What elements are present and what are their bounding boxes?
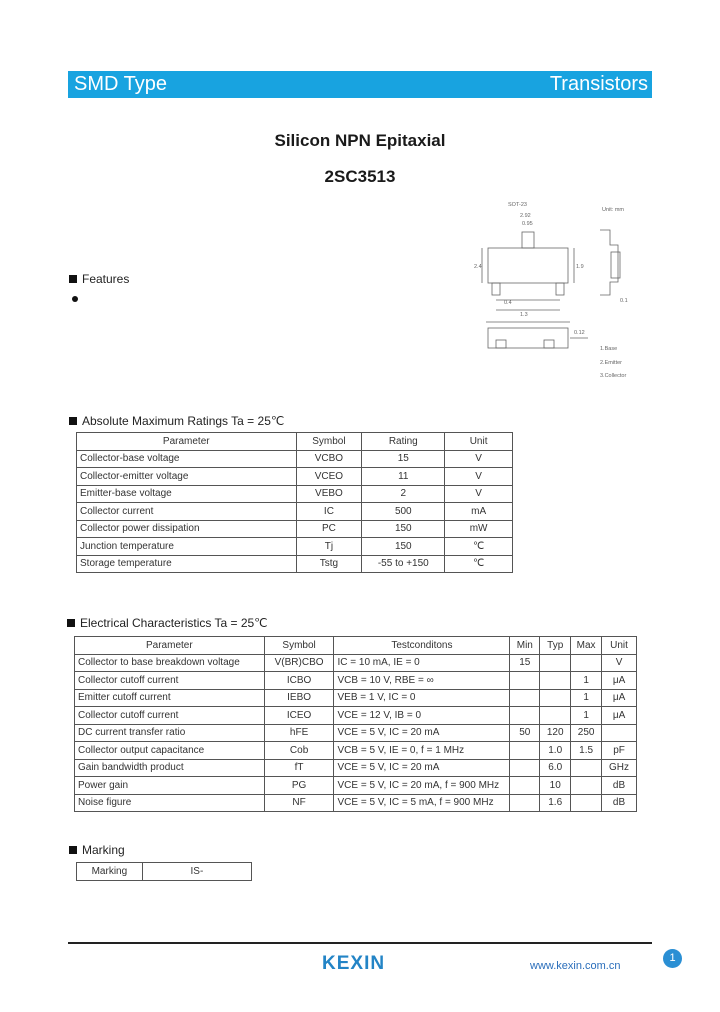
table-row: Collector-emitter voltage VCEO 11 V <box>77 468 513 486</box>
column-header: Max <box>571 637 602 655</box>
square-bullet-icon <box>69 846 77 854</box>
package-unit-label: Unit: mm <box>602 207 624 213</box>
column-header: Symbol <box>296 433 362 451</box>
table-row: Noise figure NF VCE = 5 V, IC = 5 mA, f = 900 MHz 1.6 dB <box>75 794 637 812</box>
pin-label: 2.Emitter <box>600 360 623 366</box>
dim-label: 1.3 <box>520 312 528 318</box>
table-header-row <box>75 637 637 655</box>
electrical-table <box>74 636 637 812</box>
column-header: Symbol <box>264 637 334 655</box>
website-link[interactable]: www.kexin.com.cn <box>530 960 621 972</box>
marking-label: Marking <box>77 863 143 881</box>
table-row: Junction temperature Tj 150 ℃ <box>77 538 513 556</box>
marking-value: IS- <box>142 863 251 881</box>
dim-label: 0.12 <box>574 330 585 336</box>
table-row: Collector-base voltage VCBO 15 V <box>77 450 513 468</box>
table-row: Collector power dissipation PC 150 mW <box>77 520 513 538</box>
column-header: Typ <box>540 637 571 655</box>
table-row: Collector to base breakdown voltage V(BR)CBO IC = 10 mA, IE = 0 15 V <box>75 654 637 672</box>
dim-label: 0.95 <box>522 221 533 227</box>
column-header: Min <box>510 637 540 655</box>
table-row: Power gain PG VCE = 5 V, IC = 20 mA, f = 900 MHz 10 dB <box>75 777 637 795</box>
marking-heading: Marking <box>69 843 125 857</box>
table-row: Emitter cutoff current IEBO VEB = 1 V, IC = 0 1 μA <box>75 689 637 707</box>
table-row: Collector cutoff current ICEO VCE = 12 V, IB = 0 1 μA <box>75 707 637 725</box>
column-header: Parameter <box>75 637 265 655</box>
dim-label: 1.9 <box>576 264 584 270</box>
column-header: Rating <box>362 433 445 451</box>
abs-max-table <box>76 432 513 573</box>
table-header-row <box>77 433 513 451</box>
part-number: 2SC3513 <box>324 167 396 186</box>
column-header: Testconditons <box>334 637 510 655</box>
square-bullet-icon <box>69 417 77 425</box>
dim-label: 2.4 <box>474 264 482 270</box>
marking-table <box>76 862 252 881</box>
kexin-logo: KEXIN <box>322 953 386 974</box>
column-header: Unit <box>602 637 637 655</box>
table-row: DC current transfer ratio hFE VCE = 5 V, IC = 20 mA 50 120 250 <box>75 724 637 742</box>
table-row: Collector output capacitance Cob VCB = 5 V, IE = 0, f = 1 MHz 1.0 1.5 pF <box>75 742 637 760</box>
square-bullet-icon <box>67 619 75 627</box>
table-row <box>77 863 252 881</box>
table-row: Emitter-base voltage VEBO 2 V <box>77 485 513 503</box>
table-row: Collector cutoff current ICBO VCB = 10 V, RBE = ∞ 1 μA <box>75 672 637 690</box>
package-outline-drawing <box>470 200 640 385</box>
document-title: Silicon NPN Epitaxial <box>274 131 446 150</box>
dim-label: 0.1 <box>620 298 628 304</box>
column-header: Parameter <box>77 433 297 451</box>
pin-label: 3.Collector <box>600 373 627 379</box>
page-number-badge: 1 <box>663 949 682 968</box>
bullet-dot-icon <box>72 296 78 302</box>
header-category: SMD Type <box>74 73 167 95</box>
column-header: Unit <box>445 433 513 451</box>
header-product-type: Transistors <box>549 73 648 95</box>
footer-divider <box>68 942 652 944</box>
dim-label: 2.92 <box>520 213 531 219</box>
abs-max-heading: Absolute Maximum Ratings Ta = 25℃ <box>69 414 284 428</box>
header-banner <box>68 71 652 98</box>
package-name: SOT-23 <box>508 202 527 208</box>
dim-label: 0.4 <box>504 300 512 306</box>
table-row: Gain bandwidth product fT VCE = 5 V, IC = 20 mA 6.0 GHz <box>75 759 637 777</box>
features-heading: Features <box>69 272 129 286</box>
table-row: Collector current IC 500 mA <box>77 503 513 521</box>
table-row: Storage temperature Tstg -55 to +150 ℃ <box>77 555 513 573</box>
square-bullet-icon <box>69 275 77 283</box>
electrical-heading: Electrical Characteristics Ta = 25℃ <box>67 616 268 630</box>
pin-label: 1.Base <box>600 346 618 352</box>
